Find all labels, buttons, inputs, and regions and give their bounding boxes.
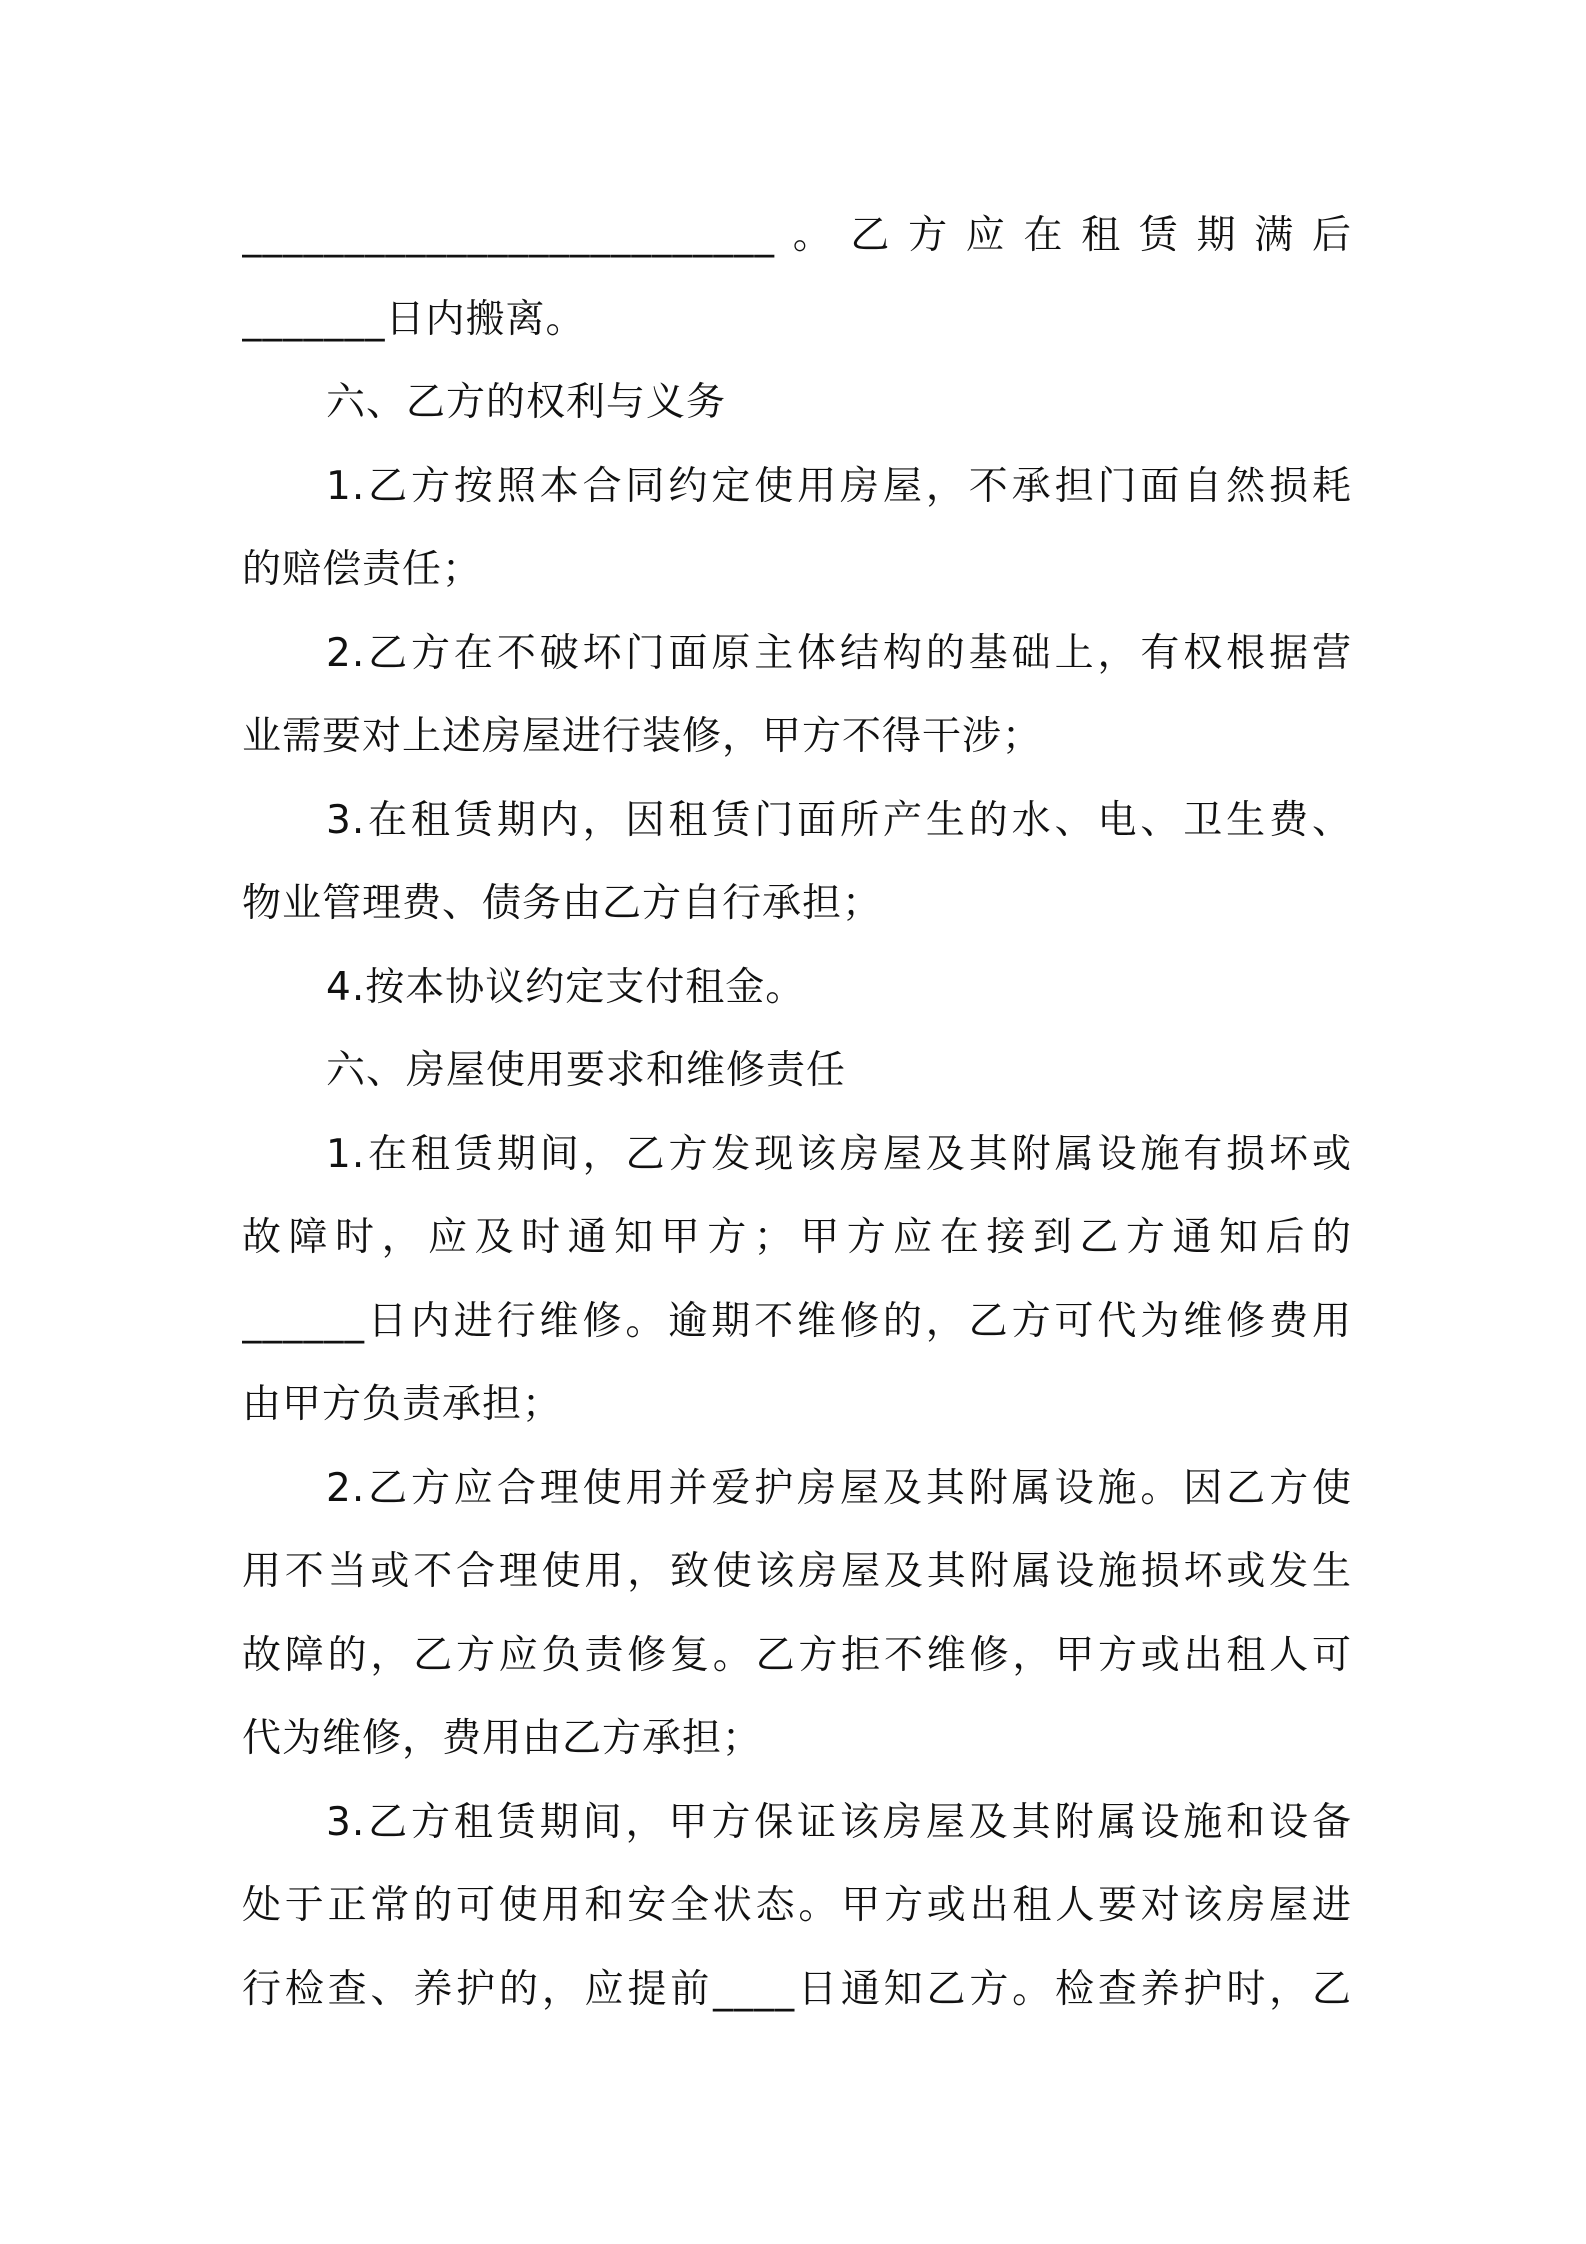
- text-line: 由甲方负责承担；: [242, 1382, 563, 1427]
- text-line: 六、乙方的权利与义务: [326, 380, 727, 425]
- text-line: 六、房屋使用要求和维修责任: [326, 1048, 847, 1093]
- text-line: 故障的，乙方应负责修复。乙方拒不维修，甲方或出租人可: [242, 1632, 1352, 1678]
- text-line: ______日内进行维修。逾期不维修的，乙方可代为维修费用: [242, 1298, 1352, 1344]
- text-line: 1.在租赁期间，乙方发现该房屋及其附属设施有损坏或: [326, 1131, 1352, 1177]
- text-line: 3.乙方租赁期间，甲方保证该房屋及其附属设施和设备: [326, 1799, 1352, 1845]
- document-body: [242, 194, 1352, 2031]
- text-line: 3.在租赁期内，因租赁门面所产生的水、电、卫生费、: [326, 797, 1352, 843]
- text-line: 行检查、养护的，应提前____日通知乙方。检查养护时，乙: [242, 1966, 1352, 2012]
- text-line: 代为维修，费用由乙方承担；: [242, 1716, 763, 1761]
- text-line: 1.乙方按照本合同约定使用房屋，不承担门面自然损耗: [326, 463, 1352, 509]
- text-line: _______日内搬离。: [242, 296, 586, 342]
- text-line: 2.乙方应合理使用并爱护房屋及其附属设施。因乙方使: [326, 1465, 1352, 1511]
- text-line: 的赔偿责任；: [242, 547, 483, 592]
- text-line: 4.按本协议约定支付租金。: [326, 964, 806, 1010]
- text-line: 业需要对上述房屋进行装修，甲方不得干涉；: [242, 714, 1043, 759]
- text-line: 故障时，应及时通知甲方；甲方应在接到乙方通知后的: [242, 1215, 1352, 1260]
- text-line: 物业管理费、债务由乙方自行承担；: [242, 881, 883, 926]
- text-line: 用不当或不合理使用，致使该房屋及其附属设施损坏或发生: [242, 1549, 1352, 1594]
- text-line: 处于正常的可使用和安全状态。甲方或出租人要对该房屋进: [242, 1883, 1352, 1928]
- text-line: 2.乙方在不破坏门面原主体结构的基础上，有权根据营: [326, 630, 1352, 676]
- text-line: __________________________。乙方应在租赁期满后: [242, 213, 1352, 258]
